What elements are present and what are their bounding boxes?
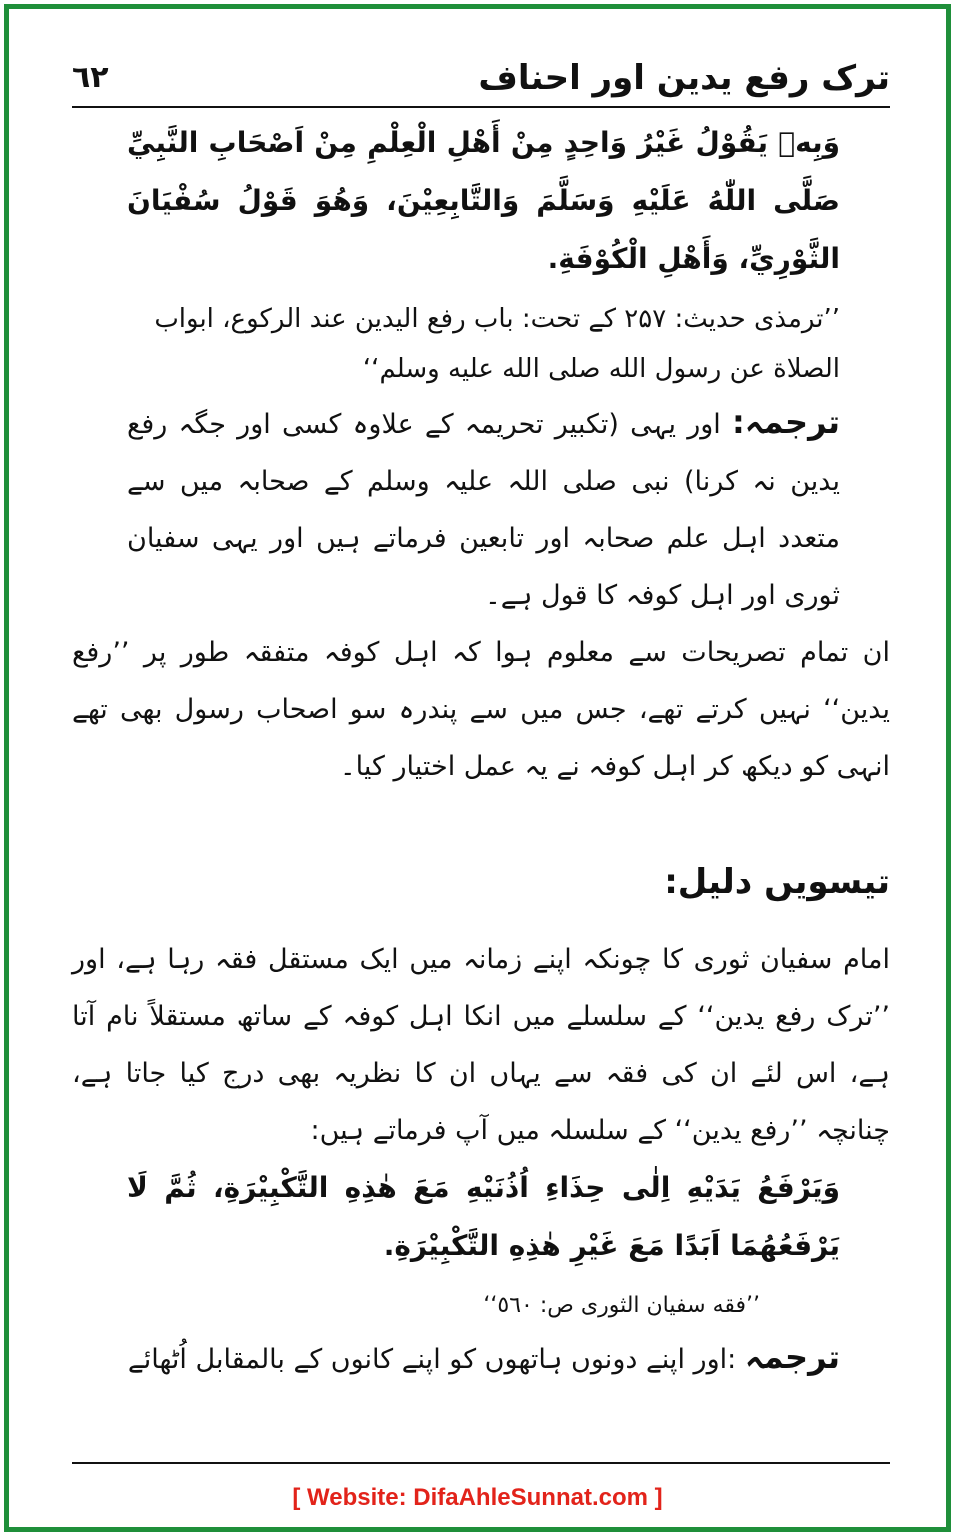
tirmidhi-reference: ’’ترمذی حدیث: ۲۵۷ کے تحت: باب رفع اليدين عند الركوع، ابواب الصلاة عن رسول الله صلى الله عليه وسلم‘‘ [154,304,840,384]
translation-text: :اور اپنے دونوں ہاتھوں کو اپنے کانوں کے بالمقابل اُٹھائے [127,1344,737,1375]
fiqh-reference: ’’فقه سفيان الثورى ص: ٥٦٠‘‘ [483,1293,760,1318]
conclusion-paragraph: ان تمام تصریحات سے معلوم ہوا کہ اہل کوفہ متفقہ طور پر ’’رفع یدین‘‘ نہیں کرتے تھے، جس میں سے پندرہ سو اصحاب رسول بھی تھے انہی کو دیکھ کر اہل کوفہ نے یہ عمل اختیار کیا۔ [72,637,890,782]
page-content [72,114,890,1388]
website-link[interactable]: [ Website: DifaAhleSunnat.com ] [292,1484,663,1511]
section-heading: تیسویں دلیل: [664,862,890,902]
section-paragraph: امام سفیان ثوری کا چونکہ اپنے زمانہ میں ایک مستقل فقہ رہا ہے، اور ’’ترک رفع یدین‘‘ کے سلسلے میں انکا اہل کوفہ کے ساتھ مستقلاً نام آتا ہے، اس لئے ان کی فقہ سے یہاں ان کا نظریہ بھی درج کیا جاتا ہے، چنانچہ ’’رفع یدین‘‘ کے سلسلہ میں آپ فرماتے ہیں: [72,944,890,1146]
header-rule [72,106,890,108]
translation-paragraph-2 [127,1329,840,1388]
page-number: ٦٢ [72,60,109,95]
translation-label: ترجمہ: [732,403,840,441]
footer-rule [72,1462,890,1464]
translation-paragraph-1 [127,394,840,624]
translation-text: اور یہی (تکبیر تحریمہ کے علاوہ کسی اور جگہ رفع یدین نہ کرنا) نبی صلی اللہ علیہ وسلم کے صحابہ میں سے متعدد اہل علم صحابہ اور تابعین فرماتے ہیں اور یہی سفیان ثوری اور اہل کوفہ کا قول ہے۔ [127,409,840,611]
arabic-hadith: وَبِهٖ يَقُوْلُ غَيْرُ وَاحِدٍ مِنْ أَهْلِ الْعِلْمِ مِنْ اَصْحَابِ النَّبِيِّ صَلَّى اللّٰهُ عَلَيْهِ وَسَلَّمَ وَالتَّابِعِيْنَ، وَهُوَ قَوْلُ سُفْيَانَ الثَّوْرِيِّ، وَأَهْلِ الْكُوْفَةِ. [127,126,840,275]
book-title: ترک رفع یدین اور احناف [478,58,890,98]
translation-label: ترجمہ [744,1338,840,1376]
arabic-quote: وَيَرْفَعُ يَدَيْهِ اِلٰى حِذَاءِ اُذُنَيْهِ مَعَ هٰذِهِ التَّكْبِيْرَةِ، ثُمَّ لَا يَرْفَعُهُمَا اَبَدًا مَعَ غَيْرِ هٰذِهِ التَّكْبِيْرَةِ. [127,1171,840,1262]
page-header [72,55,890,101]
